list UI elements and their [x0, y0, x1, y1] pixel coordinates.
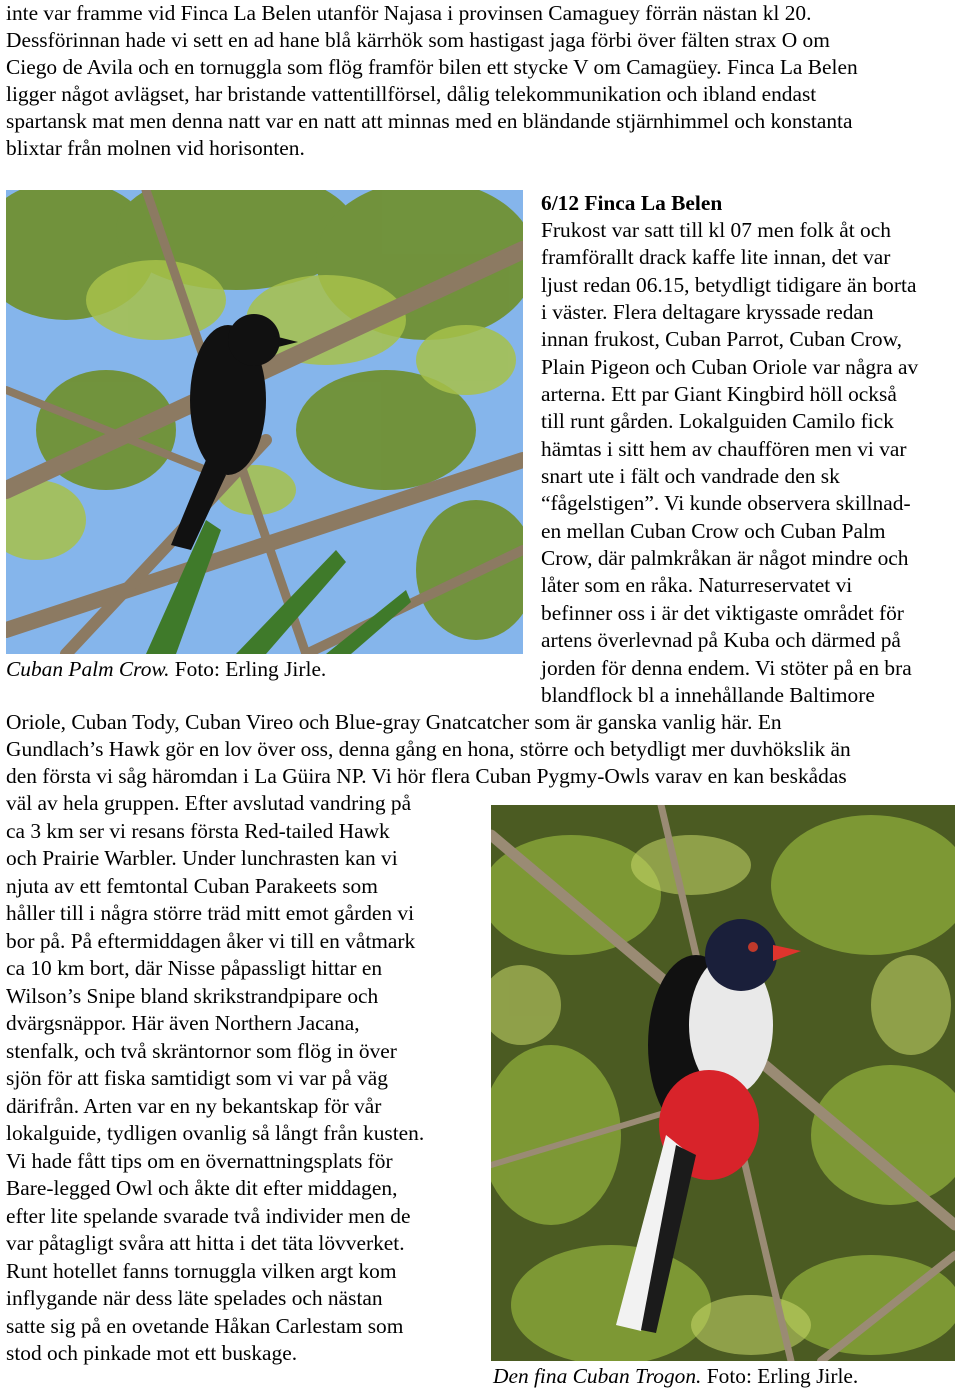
left-line: väl av hela gruppen. Efter avslutad vandring på	[6, 791, 412, 815]
crow-caption-species: Cuban Palm Crow.	[6, 657, 170, 681]
right-line: artens överlevnad på Kuba och därmed på	[541, 628, 901, 652]
intro-line: blixtar från molnen vid horisonten.	[6, 136, 305, 160]
full-line: Gundlach’s Hawk gör en lov över oss, denna gång en hona, större och betydligt mer duvhökslik än	[6, 737, 851, 761]
trogon-caption-credit: Foto: Erling Jirle.	[701, 1364, 859, 1388]
intro-line: ligger något avlägset, har bristande vattentillförsel, dålig telekommunikation och ibland endast	[6, 82, 817, 106]
right-line: snart ute i fält och vandrade den sk	[541, 464, 840, 488]
right-line: en mellan Cuban Crow och Cuban Palm	[541, 519, 886, 543]
full-line: den första vi såg häromdan i La Güira NP. Vi hör flera Cuban Pygmy-Owls varav en kan beskådas	[6, 764, 847, 788]
left-line: satte sig på en ovetande Håkan Carlestam som	[6, 1314, 404, 1338]
right-line: till runt gården. Lokalguiden Camilo fick	[541, 409, 894, 433]
intro-line: Dessförinnan hade vi sett en ad hane blå kärrhök som hastigast jaga förbi över fälten strax O om	[6, 28, 830, 52]
left-line: lokalguide, tydligen ovanlig så långt från kusten.	[6, 1121, 425, 1145]
left-line: Bare-legged Owl och åkte dit efter middagen,	[6, 1176, 398, 1200]
left-line: håller till i några större träd mitt emot gården vi	[6, 901, 415, 925]
right-line: “fågelstigen”. Vi kunde observera skillnad-	[541, 491, 911, 515]
left-line: stenfalk, och två skräntornor som flög in över	[6, 1039, 397, 1063]
trogon-caption	[493, 1363, 858, 1390]
left-line: sjön för att fiska samtidigt som vi var på väg	[6, 1066, 388, 1090]
right-line: i väster. Flera deltagare kryssade redan	[541, 300, 874, 324]
left-line: njuta av ett femtontal Cuban Parakeets som	[6, 874, 378, 898]
intro-line: Ciego de Avila och en tornuggla som flög framför bilen ett stycke V om Camagüey. Finca La Belen	[6, 55, 858, 79]
left-line: därifrån. Arten var en ny bekantskap för vår	[6, 1094, 382, 1118]
right-line: arterna. Ett par Giant Kingbird höll också	[541, 382, 897, 406]
left-line: och Prairie Warbler. Under lunchrasten kan vi	[6, 846, 398, 870]
day-heading: 6/12 Finca La Belen	[541, 191, 723, 215]
left-line: Wilson’s Snipe bland skrikstrandpipare och	[6, 984, 379, 1008]
intro-line: spartansk mat men denna natt var en natt att minnas med en bländande stjärnhimmel och konstanta	[6, 109, 853, 133]
left-line: bor på. På eftermiddagen åker vi till en våtmark	[6, 929, 416, 953]
right-line: framförallt drack kaffe lite innan, det var	[541, 245, 891, 269]
right-line: Crow, där palmkråkan är något mindre och	[541, 546, 909, 570]
left-line: dvärgsnäppor. Här även Northern Jacana,	[6, 1011, 360, 1035]
right-line: jorden för denna endem. Vi stöter på en bra	[541, 656, 912, 680]
left-line: inflygande när dess läte spelades och nästan	[6, 1286, 383, 1310]
right-line: Frukost var satt till kl 07 men folk åt och	[541, 218, 891, 242]
right-line: ljust redan 06.15, betydligt tidigare än borta	[541, 273, 917, 297]
trogon-photo	[491, 805, 955, 1361]
right-line: befinner oss i är det viktigaste området för	[541, 601, 904, 625]
left-line: stod och pinkade mot ett buskage.	[6, 1341, 298, 1365]
left-line: var påtagligt svåra att hitta i det täta lövverket.	[6, 1231, 405, 1255]
crow-caption-credit: Foto: Erling Jirle.	[169, 657, 327, 681]
crow-caption	[6, 656, 326, 683]
right-line: Plain Pigeon och Cuban Oriole var några av	[541, 355, 919, 379]
left-line: Runt hotellet fanns tornuggla vilken argt kom	[6, 1259, 397, 1283]
right-line: innan frukost, Cuban Parrot, Cuban Crow,	[541, 327, 903, 351]
right-line: blandflock bl a innehållande Baltimore	[541, 683, 875, 707]
left-line: efter lite spelande svarade två individer men de	[6, 1204, 411, 1228]
right-line: låter som en råka. Naturreservatet vi	[541, 573, 853, 597]
left-line: ca 10 km bort, där Nisse påpassligt hittar en	[6, 956, 383, 980]
full-line: Oriole, Cuban Tody, Cuban Vireo och Blue-gray Gnatcatcher som är ganska vanlig här. En	[6, 710, 782, 734]
intro-line: inte var framme vid Finca La Belen utanför Najasa i provinsen Camaguey förrän nästan kl 20.	[6, 1, 812, 25]
left-line: Vi hade fått tips om en övernattningsplats för	[6, 1149, 393, 1173]
right-line: hämtas i sitt hem av chauffören men vi var	[541, 437, 907, 461]
trogon-caption-species: Den fina Cuban Trogon.	[493, 1364, 702, 1388]
crow-photo	[6, 190, 523, 654]
left-line: ca 3 km ser vi resans första Red-tailed Hawk	[6, 819, 390, 843]
